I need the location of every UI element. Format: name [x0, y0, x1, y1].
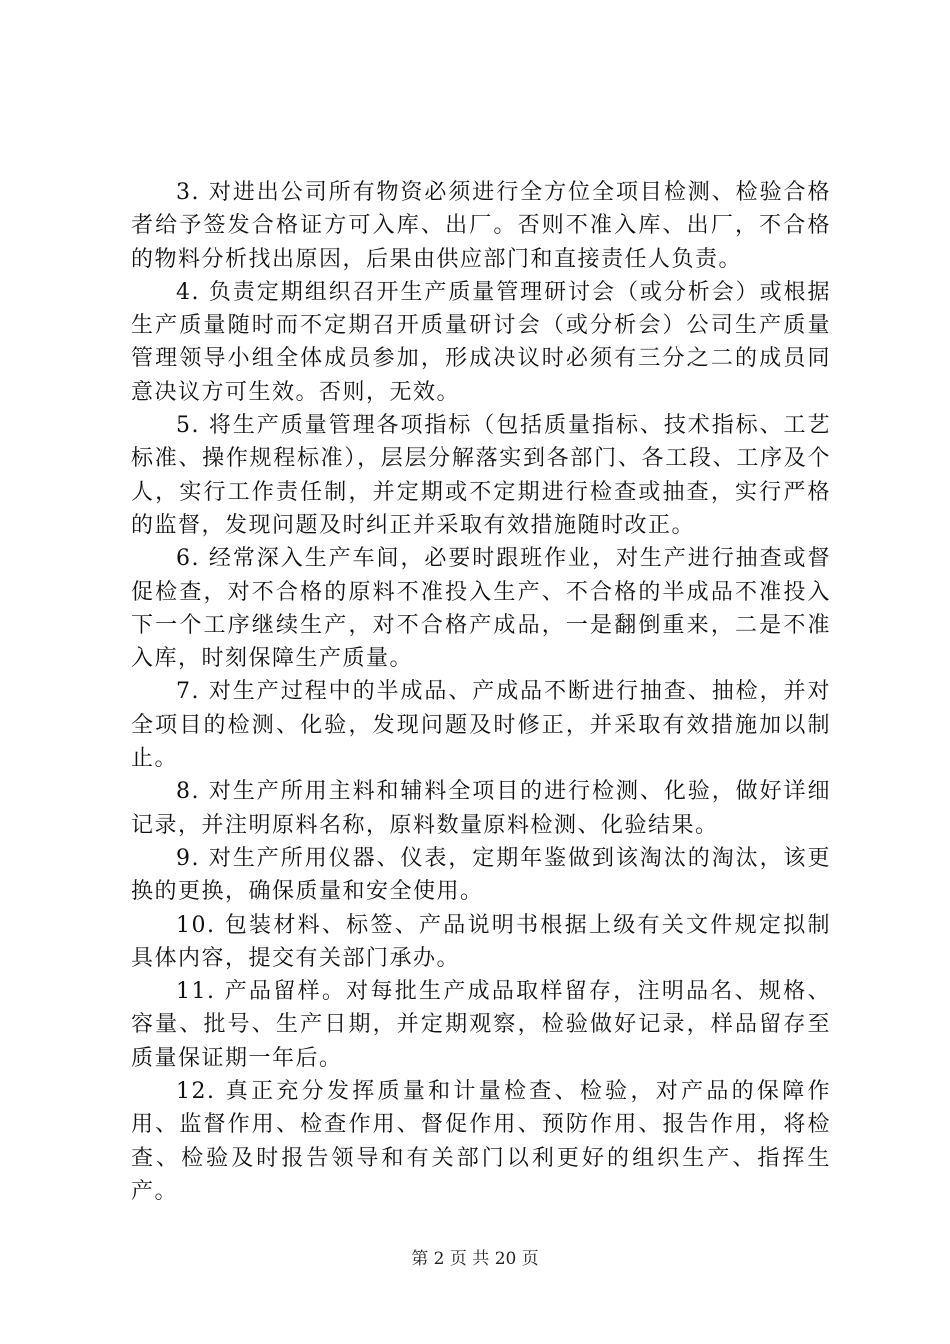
paragraph-item-11: 11. 产品留样。对每批生产成品取样留存，注明品名、规格、容量、批号、生产日期，并定期观察，检验做好记录，样品留存至质量保证期一年后。 — [131, 979, 831, 1071]
paragraph-item-9: 9. 对生产所用仪器、仪表，定期年鉴做到该淘汰的淘汰，该更换的更换，确保质量和安全使用。 — [131, 845, 831, 905]
paragraph-item-5: 5. 将生产质量管理各项指标（包括质量指标、技术指标、工艺标准、操作规程标准），层层分解落实到各部门、各工段、工序及个人，实行工作责任制，并定期或不定期进行检查或抽查，实行严格的监督，发现问题及时纠正并采取有效措施随时改正。 — [131, 413, 831, 538]
paragraph-item-12: 12. 真正充分发挥质量和计量检查、检验，对产品的保障作用、监督作用、检查作用、督促作用、预防作用、报告作用，将检查、检验及时报告领导和有关部门以利更好的组织生产、指挥生产。 — [131, 1079, 831, 1204]
paragraph-item-4: 4. 负责定期组织召开生产质量管理研讨会（或分析会）或根据生产质量随时而不定期召开质量研讨会（或分析会）公司生产质量管理领导小组全体成员参加，形成决议时必须有三分之二的成员同意决议方可生效。否则，无效。 — [131, 279, 831, 405]
page-number-footer: 第 2 页 共 20 页 — [411, 1249, 539, 1269]
paragraph-item-10: 10. 包装材料、标签、产品说明书根据上级有关文件规定拟制具体内容，提交有关部门承办。 — [131, 912, 831, 971]
paragraph-item-6: 6. 经常深入生产车间，必要时跟班作业，对生产进行抽查或督促检查，对不合格的原料不准投入生产、不合格的半成品不准投入下一个工序继续生产，对不合格产成品，一是翻倒重来，二是不准入库，时刻保障生产质量。 — [131, 546, 831, 672]
paragraph-item-8: 8. 对生产所用主料和辅料全项目的进行检测、化验，做好详细记录，并注明原料名称，原料数量原料检测、化验结果。 — [131, 779, 831, 838]
document-body — [131, 176, 831, 1208]
paragraph-item-7: 7. 对生产过程中的半成品、产成品不断进行抽查、抽检，并对全项目的检测、化验，发现问题及时修正，并采取有效措施加以制止。 — [131, 679, 831, 772]
paragraph-item-3: 3. 对进出公司所有物资必须进行全方位全项目检测、检验合格者给予签发合格证方可入库、出厂。否则不准入库、出厂，不合格的物料分析找出原因，后果由供应部门和直接责任人负责。 — [131, 180, 831, 272]
